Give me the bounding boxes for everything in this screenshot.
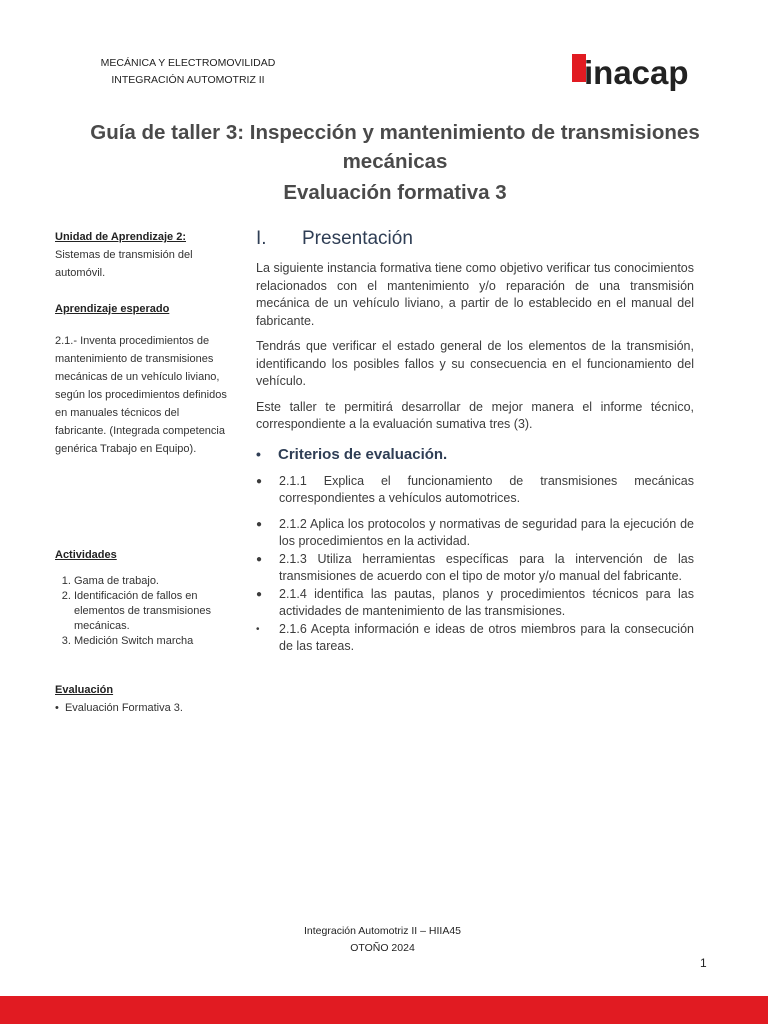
section-heading (256, 228, 694, 250)
bullet-icon: ● (256, 518, 263, 530)
actividades-heading: Actividades (55, 549, 117, 561)
bullet-icon: • (256, 446, 261, 462)
list-item: • 2.1.6 Acepta información e ideas de otros miembros para la consecución de las tareas. (256, 621, 694, 653)
footer-red-bar (0, 996, 768, 1024)
header-line-1: MECÁNICA Y ELECTROMOVILIDAD (100, 57, 276, 69)
paragraph: La siguiente instancia formativa tiene como objetivo verificar tus conocimientos relacionados con el mantenimiento y/o reparación de una transmisión mecánica de un vehículo liviano, a partir de lo establecido en el manual del fabricante. (256, 261, 694, 328)
paragraph: Tendrás que verificar el estado general de los elementos de la transmisión, identificando los posibles fallos y su consecuencia en el funcionamiento del vehículo. (256, 339, 694, 388)
footer-line-1: Integración Automotriz II – HIIA45 (304, 925, 461, 937)
page-number: 1 (700, 956, 707, 970)
list-item: • Evaluación Formativa 3. (55, 702, 183, 714)
actividades-list (55, 574, 230, 649)
criterios-title: Criterios de evaluación. (278, 445, 448, 463)
main-content (256, 228, 694, 656)
document-footer (250, 923, 515, 957)
bullet-icon: ● (256, 588, 263, 600)
evaluacion-heading: Evaluación (55, 684, 114, 696)
bullet-icon: • (256, 623, 260, 635)
paragraph: Este taller te permitirá desarrollar de mejor manera el informe técnico, correspondiente a la evaluación sumativa tres (3). (256, 399, 694, 431)
aprendizaje-heading: Aprendizaje esperado (55, 303, 170, 315)
list-item: 3. Medición Switch marcha (74, 634, 230, 649)
unidad-block (55, 228, 230, 282)
title-line-1: Guía de taller 3: Inspección y mantenimiento de transmisiones (90, 121, 700, 144)
section-number: I. (256, 228, 267, 249)
list-item: ● 2.1.3 Utiliza herramientas específicas para la intervención de las transmisiones de acuerdo con el tipo de motor y/o manual del fabricante. (256, 551, 694, 583)
bullet-icon: • (55, 702, 65, 714)
unidad-text: Sistemas de transmisión del automóvil. (55, 249, 193, 279)
aprendizaje-block (55, 300, 230, 458)
section-title: Presentación (302, 228, 413, 249)
page-title (30, 118, 760, 207)
document-header (88, 55, 288, 89)
unidad-heading: Unidad de Aprendizaje 2: (55, 231, 187, 243)
evaluacion-block (55, 681, 230, 717)
list-item: ● 2.1.4 identifica las pautas, planos y procedimientos técnicos para las actividades de mantenimiento de las transmisiones. (256, 586, 694, 618)
title-line-2: mecánicas (342, 150, 448, 173)
list-item: 2. Identificación de fallos en elementos de transmisiones mecánicas. (74, 589, 230, 634)
header-line-2: INTEGRACIÓN AUTOMOTRIZ II (111, 74, 265, 86)
list-item: 1. Gama de trabajo. (74, 574, 230, 589)
criterios-list (256, 473, 694, 656)
evaluacion-list (55, 699, 230, 717)
logo-text: inacap (584, 54, 689, 91)
inacap-logo (572, 52, 712, 92)
list-item: ● 2.1.1 Explica el funcionamiento de transmisiones mecánicas correspondientes a vehículos automotrices. (256, 473, 694, 505)
actividades-block (55, 546, 230, 649)
aprendizaje-text: 2.1.- Inventa procedimientos de mantenimiento de transmisiones mecánicas de un vehículo liviano, según los procedimientos definidos en manuales técnicos del fabricante. (Integrada competencia genérica Trabajo en Equipo). (55, 335, 227, 455)
bullet-icon: ● (256, 553, 263, 565)
title-subtitle: Evaluación formativa 3 (283, 181, 507, 204)
criterios-heading (256, 446, 694, 463)
bullet-icon: ● (256, 475, 263, 487)
footer-line-2: OTOÑO 2024 (350, 942, 415, 954)
list-item: ● 2.1.2 Aplica los protocolos y normativas de seguridad para la ejecución de los procedimientos en la actividad. (256, 516, 694, 548)
